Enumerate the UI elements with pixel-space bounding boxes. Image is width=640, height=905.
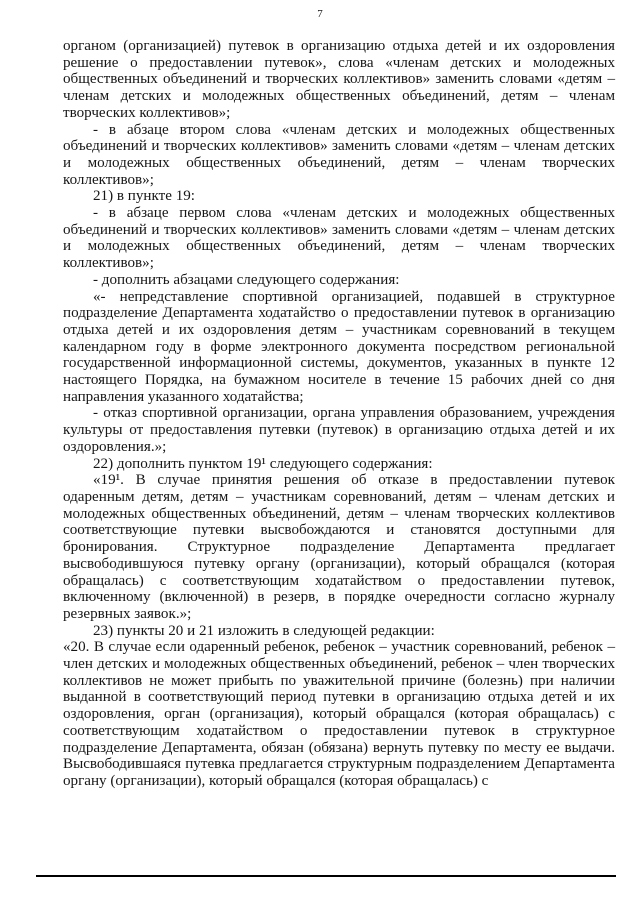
paragraph: 21) в пункте 19: [93, 188, 195, 205]
document-body [63, 38, 615, 790]
paragraph: - в абзаце первом слова «членам детских и молодежных общественных объединений и творческих коллективов» заменить словами «детям – членам детских и молодежных общественных объединений, детям – членам творческих коллективов»; [63, 205, 615, 272]
paragraph: - отказ спортивной организации, органа управления образованием, учреждения культуры от предоставления путевки (путевок) в организацию отдыха детей и их оздоровления.»; [63, 405, 615, 455]
paragraph: - в абзаце втором слова «членам детских и молодежных общественных объединений и творческих коллективов» заменить словами «детям – членам детских и молодежных общественных объединений, детям – членам творческих коллективов»; [63, 121, 615, 188]
bottom-rule [36, 875, 616, 877]
paragraph: 23) пункты 20 и 21 изложить в следующей редакции: [93, 622, 435, 639]
paragraph: 22) дополнить пунктом 19¹ следующего содержания: [93, 455, 433, 472]
paragraph: органом (организацией) путевок в организацию отдыха детей и их оздоровления решение о предоставлении путевок», слова «членам детских и молодежных общественных объединений и творческих коллективов» заменить словами «детям – членам детских и молодежных общественных объединений, детям – членам творческих коллективов»; [63, 38, 615, 121]
paragraph: «20. В случае если одаренный ребенок, ребенок – участник соревнований, ребенок – член детских и молодежных общественных объединений, ребенок – член творческих коллективов не может прибыть по уважительной причине (болезнь) при наличии выданной в соответствующий период путевки в организацию отдыха детей и их оздоровления, орган (организация), который обращался (которая обращалась) с соответствующим ходатайством о предоставлении путевок в структурное подразделение Департамента, обязан (обязана) вернуть путевку по месту ее выдачи. Высвободившаяся путевка предлагается структурным подразделением Департамента органу (организации), который обращался (которая обращалась) с [63, 639, 615, 789]
paragraph: «19¹. В случае принятия решения об отказе в предоставлении путевок одаренным детям, детям – участникам соревнований, детям – членам детских и молодежных общественных объединений, детям – членам творческих коллективов соответствующие путевки высвобождаются и становятся доступными для бронирования. Структурное подразделение Департамента предлагает высвободившуюся путевку органу (организации), который обращался (которая обращалась) с соответствующим ходатайством о предоставлении путевок, включенному (включенной) в резерв, в порядке очередности согласно журналу резервных заявок.»; [63, 472, 615, 622]
paragraph: - дополнить абзацами следующего содержания: [93, 271, 400, 288]
paragraph: «- непредставление спортивной организацией, подавшей в структурное подразделение Департамента ходатайство о предоставлении путевок в организацию отдыха детей и их оздоровления детям – участникам соревнований в текущем календарном году в форме электронного документа посредством региональной государственной информационной системы, документов, указанных в пункте 12 настоящего Порядка, на бумажном носителе в течение 15 рабочих дней со дня направления указанного ходатайства; [63, 288, 615, 405]
page-number: 7 [317, 8, 323, 20]
